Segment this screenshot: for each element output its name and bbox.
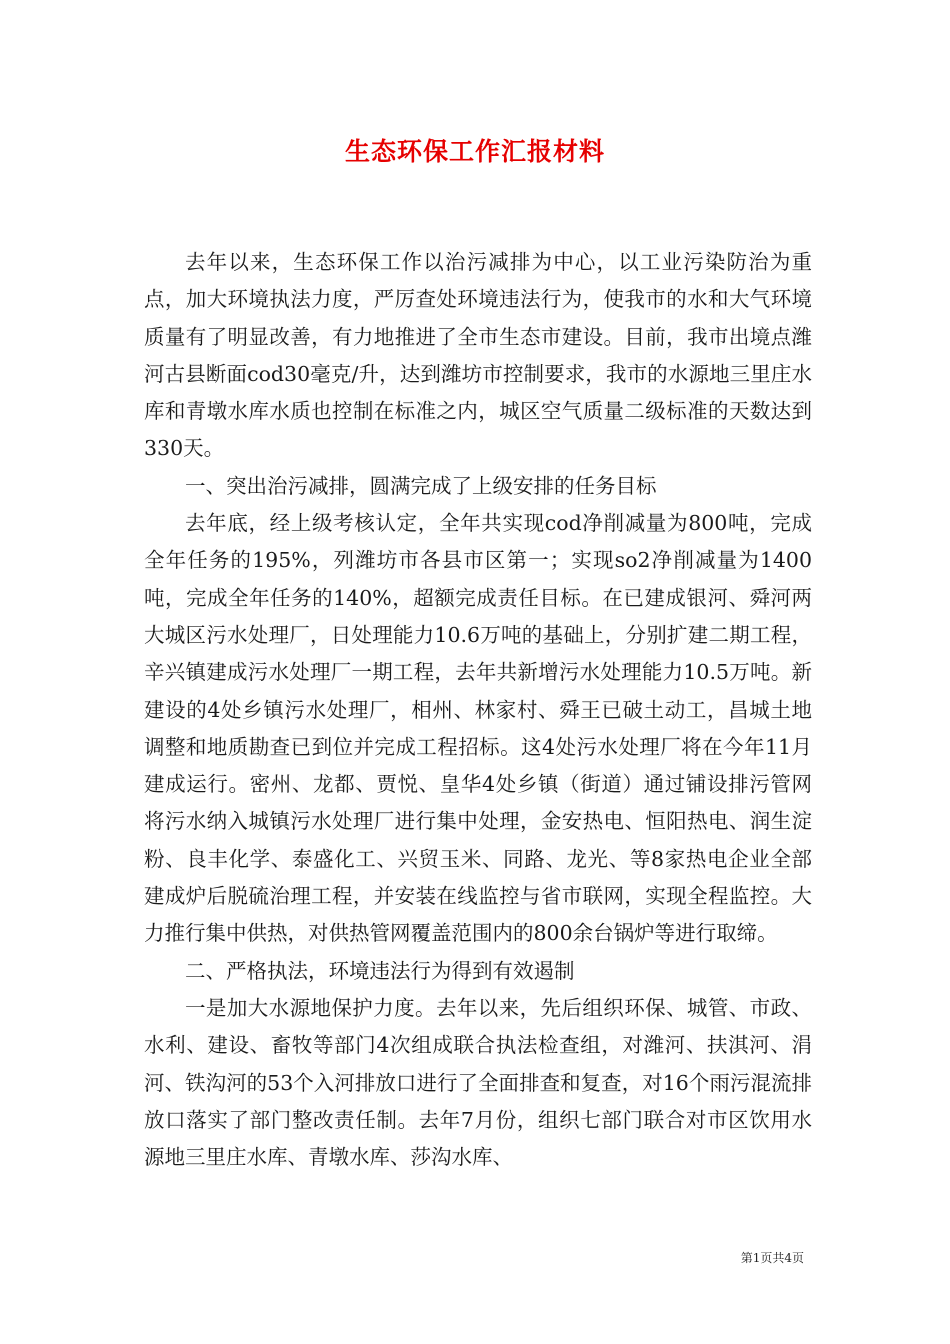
- section-heading-1: 一、突出治污减排，圆满完成了上级安排的任务目标: [185, 473, 657, 498]
- section-1-paragraph: 去年底，经上级考核认定，全年共实现cod净削减量为800吨，完成全年任务的195%，列潍坊市各县市区第一；实现so2净削减量为1400吨，完成全年任务的140%，超额完成责任目标。在已建成银河、舜河两大城区污水处理厂，日处理能力10.6万吨的基础上，分别扩建二期工程，辛兴镇建成污水处理厂一期工程，去年共新增污水处理能力10.5万吨。新建设的4处乡镇污水处理厂，相州、林家村、舜王已破土动工，昌城土地调整和地质勘查已到位并完成工程招标。这4处污水处理厂将在今年11月建成运行。密州、龙都、贾悦、皇华4处乡镇（街道）通过铺设排污管网将污水纳入城镇污水处理厂进行集中处理，金安热电、恒阳热电、润生淀粉、良丰化学、泰盛化工、兴贸玉米、同路、龙光、等8家热电企业全部建成炉后脱硫治理工程，并安装在线监控与省市联网，实现全程监控。大力推行集中供热，对供热管网覆盖范围内的800余台锅炉等进行取缔。: [144, 511, 812, 946]
- page-indicator: 第1页共4页: [740, 1251, 804, 1265]
- section-2-paragraph: 一是加大水源地保护力度。去年以来，先后组织环保、城管、市政、水利、建设、畜牧等部门4次组成联合执法检查组，对潍河、扶淇河、涓河、铁沟河的53个入河排放口进行了全面排查和复查，对16个雨污混流排放口落实了部门整改责任制。去年7月份，组织七部门联合对市区饮用水源地三里庄水库、青墩水库、莎沟水库、: [144, 995, 812, 1170]
- section-heading-2: 二、严格执法，环境违法行为得到有效遏制: [185, 958, 575, 983]
- page-title: 生态环保工作汇报材料: [344, 137, 605, 166]
- document-body: [144, 244, 812, 1176]
- intro-paragraph: 去年以来，生态环保工作以治污减排为中心，以工业污染防治为重点，加大环境执法力度，严厉查处环境违法行为，使我市的水和大气环境质量有了明显改善，有力地推进了全市生态市建设。目前，我市出境点潍河古县断面cod30毫克/升，达到潍坊市控制要求，我市的水源地三里庄水库和青墩水库水质也控制在标准之内，城区空气质量二级标准的天数达到330天。: [144, 250, 812, 461]
